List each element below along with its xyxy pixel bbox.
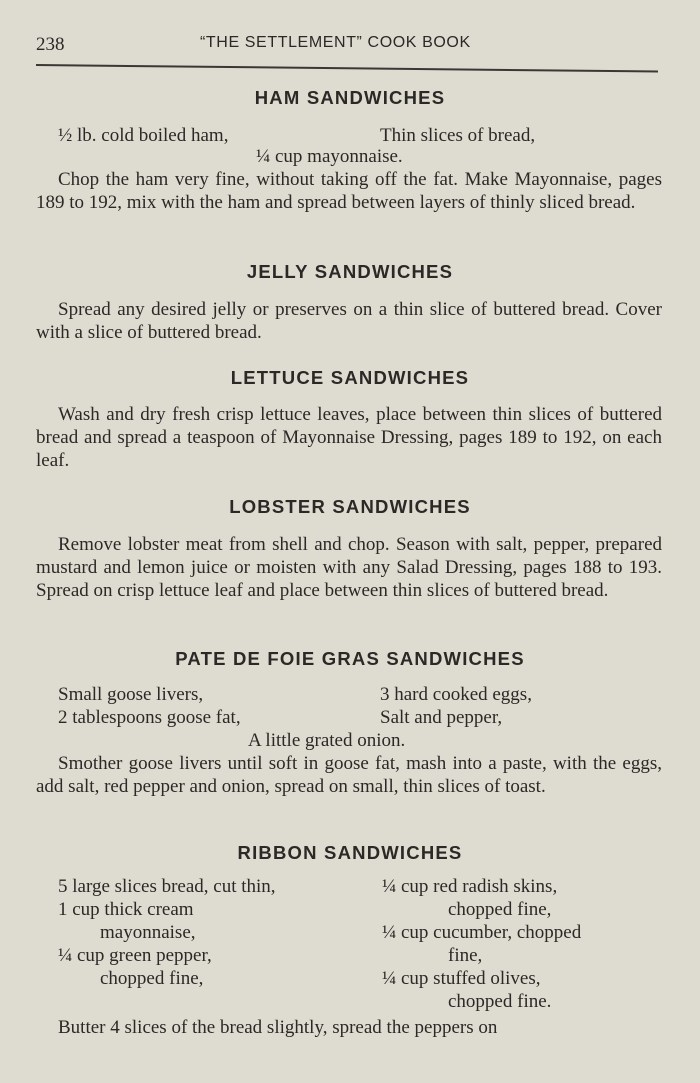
pate-ingredient: A little grated onion. [248,730,406,751]
ribbon-ingredient: chopped fine, [448,899,552,920]
pate-heading: PATE DE FOIE GRAS SANDWICHES [175,648,525,669]
pate-directions: Smother goose livers until soft in goose fat, mash into a paste, with the eggs, add salt, red pepper and onion, spread on small, thin slices of toast. [36,753,662,797]
ribbon-directions: Butter 4 slices of the bread slightly, spread the peppers on [58,1017,498,1038]
header-rule [36,64,658,73]
pate-ingredient: 2 tablespoons goose fat, [58,707,241,728]
jelly-directions: Spread any desired jelly or preserves on a thin slice of buttered bread. Cover with a slice of buttered bread. [36,299,662,343]
running-title: “THE SETTLEMENT” COOK BOOK [200,34,471,51]
ham-ingredient: Thin slices of bread, [380,125,536,146]
jelly-heading: JELLY SANDWICHES [246,261,454,282]
ribbon-ingredient: chopped fine, [100,968,204,989]
ham-heading: HAM SANDWICHES [254,87,446,108]
ribbon-ingredient: mayonnaise, [100,922,196,943]
ribbon-ingredient: fine, [448,945,483,966]
ribbon-ingredient: ¼ cup cucumber, chopped [382,922,582,943]
pate-ingredient: 3 hard cooked eggs, [380,684,532,705]
ham-ingredient: ½ lb. cold boiled ham, [58,125,229,146]
lobster-heading: LOBSTER SANDWICHES [229,496,471,517]
ribbon-ingredient: chopped fine. [448,991,552,1012]
ham-directions: Chop the ham very fine, without taking off the fat. Make Mayonnaise, pages 189 to 192, mix with the ham and spread between layers of thinly sliced bread. [36,169,662,213]
ribbon-ingredient: ¼ cup stuffed olives, [382,968,541,989]
ribbon-ingredient: ¼ cup green pepper, [58,945,212,966]
page-number: 238 [36,34,65,55]
ham-ingredient: ¼ cup mayonnaise. [256,146,403,167]
pate-ingredient: Salt and pepper, [380,707,503,728]
ribbon-ingredient: 1 cup thick cream [58,899,194,920]
ribbon-ingredient: 5 large slices bread, cut thin, [58,876,276,897]
pate-ingredient: Small goose livers, [58,684,204,705]
lettuce-heading: LETTUCE SANDWICHES [230,367,470,388]
lobster-directions: Remove lobster meat from shell and chop. Season with salt, pepper, prepared mustard and lemon juice or moisten with any Salad Dressing, pages 188 to 193. Spread on crisp lettuce leaf and place between thin slices of buttered bread. [36,534,662,601]
ribbon-heading: RIBBON SANDWICHES [237,842,463,863]
lettuce-directions: Wash and dry fresh crisp lettuce leaves, place between thin slices of buttered bread and spread a teaspoon of Mayonnaise Dressing, pages 189 to 192, on each leaf. [36,404,662,471]
ribbon-ingredient: ¼ cup red radish skins, [382,876,558,897]
